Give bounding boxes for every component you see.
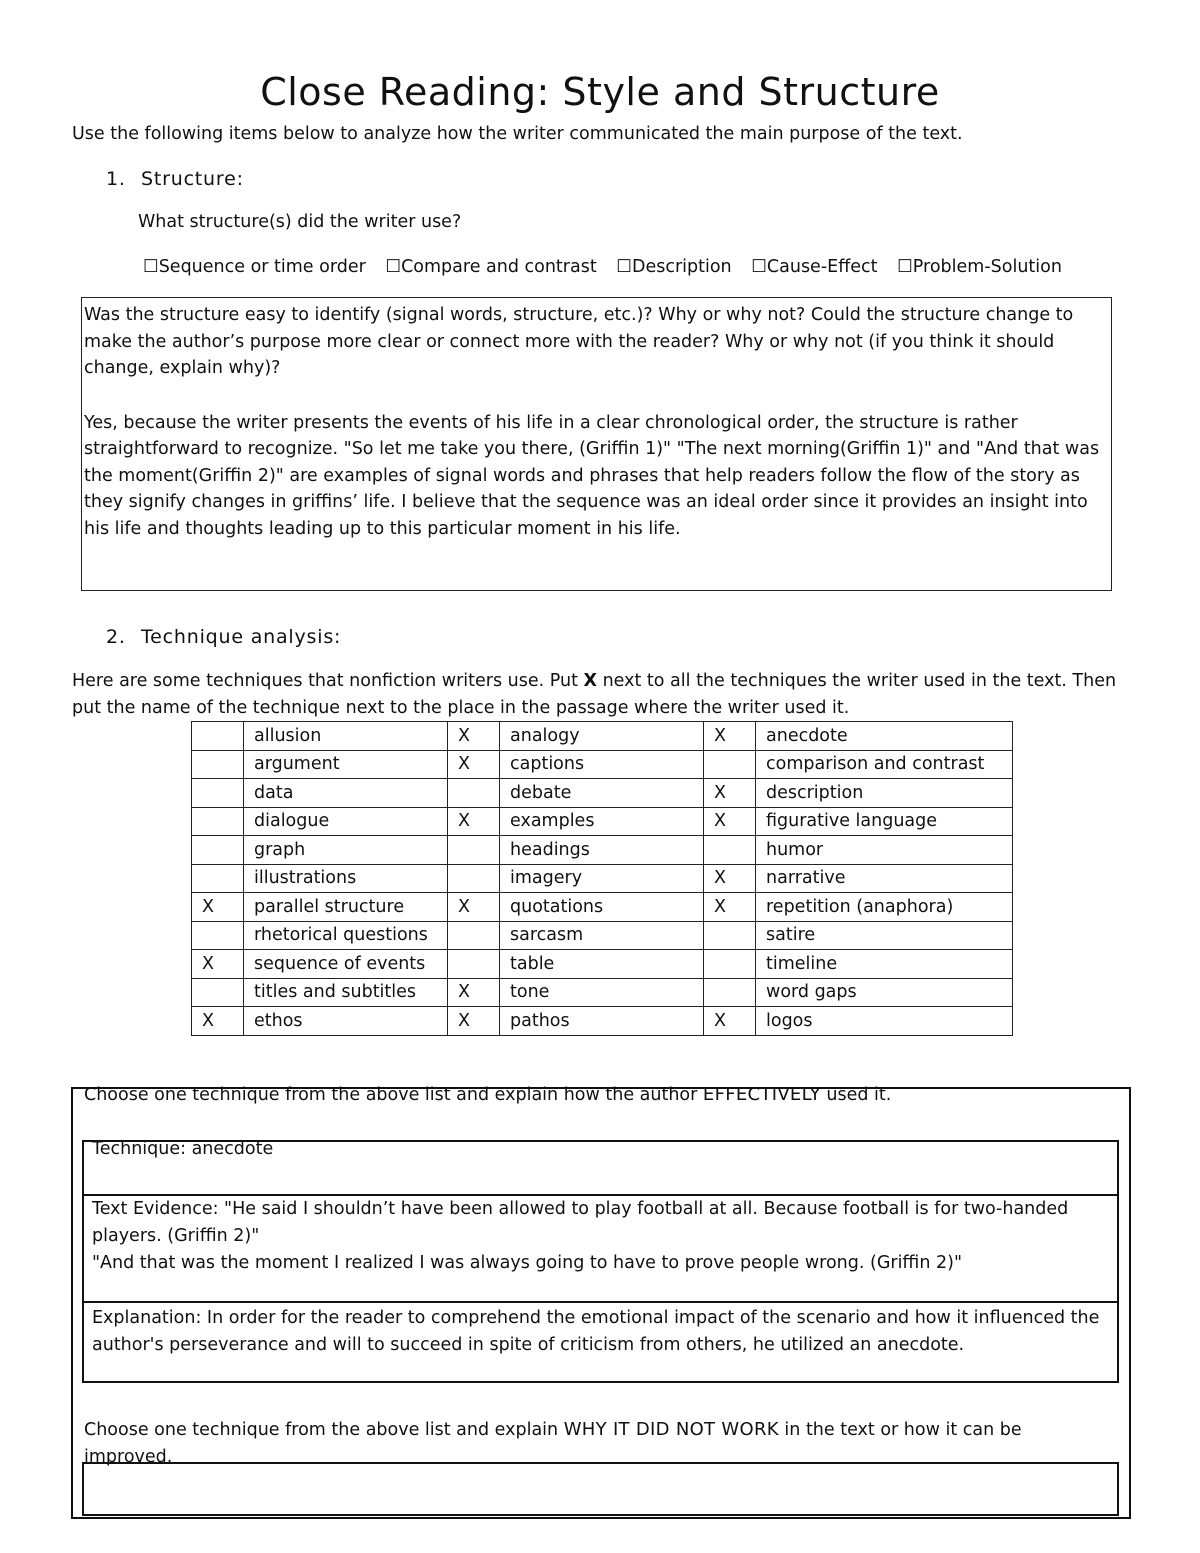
technique-field[interactable] [82,1140,1119,1196]
technique-mark-cell[interactable] [704,950,756,979]
explanation-field[interactable] [82,1301,1119,1383]
technique-name-cell: allusion [244,722,448,751]
section-number-2: 2. [106,626,126,648]
technique-name-cell: titles and subtitles [244,978,448,1007]
effective-prompt-text: Choose one technique from the above list and explain how the author [84,1085,703,1105]
technique-name-cell: headings [500,836,704,865]
technique-name-cell: repetition (anaphora) [756,893,1013,922]
technique-mark-cell[interactable] [192,864,244,893]
technique-name-cell: quotations [500,893,704,922]
structure-question: What structure(s) did the writer use? [138,212,462,232]
structure-box-question: Was the structure easy to identify (signal words, structure, etc.)? Why or why not? Could the structure change to make the author’s purpose more clear or connect more with the reader? Why or why not (if you think it should change, explain why)? [84,305,1074,378]
technique-value[interactable]: Technique: anecdote [92,1139,274,1159]
technique-mark-cell[interactable]: X [448,893,500,922]
technique-mark-cell[interactable] [192,750,244,779]
technique-mark-cell[interactable] [448,950,500,979]
technique-table [191,721,1013,1036]
technique-name-cell: comparison and contrast [756,750,1013,779]
technique-mark-cell[interactable]: X [448,807,500,836]
effective-prompt [84,1084,1124,1105]
technique-row [192,893,1013,922]
technique-mark-cell[interactable]: X [704,807,756,836]
page-title: Close Reading: Style and Structure [260,70,940,114]
technique-row [192,950,1013,979]
section-heading-technique: Technique analysis: [141,626,342,648]
technique-name-cell: word gaps [756,978,1013,1007]
technique-mark-cell[interactable] [192,722,244,751]
technique-name-cell: graph [244,836,448,865]
technique-name-cell: illustrations [244,864,448,893]
technique-name-cell: ethos [244,1007,448,1036]
technique-name-cell: rhetorical questions [244,921,448,950]
technique-mark-cell[interactable] [192,921,244,950]
technique-mark-cell[interactable] [192,807,244,836]
section-number-1: 1. [106,168,126,190]
technique-mark-cell[interactable] [192,978,244,1007]
not-work-answer-field[interactable] [82,1462,1119,1516]
technique-mark-cell[interactable] [192,779,244,808]
technique-intro-text-2: next to all the techniques the writer used in the text. Then put the name of the technique next to the place in the passage where the writer used it. [72,671,1117,718]
technique-mark-cell[interactable] [704,978,756,1007]
technique-name-cell: table [500,950,704,979]
technique-mark-cell[interactable] [448,779,500,808]
technique-mark-cell[interactable]: X [704,779,756,808]
technique-mark-cell[interactable]: X [704,722,756,751]
technique-mark-cell[interactable] [448,921,500,950]
instructions: Use the following items below to analyze how the writer communicated the main purpose of the text. [72,124,963,144]
technique-instructions [72,668,1122,722]
technique-mark-cell[interactable] [448,864,500,893]
technique-name-cell: argument [244,750,448,779]
option-description[interactable]: ☐Description [616,257,732,277]
text-evidence-line-2[interactable]: "And that was the moment I realized I was always going to have to prove people wrong. (Griffin 2)" [92,1253,963,1273]
technique-name-cell: examples [500,807,704,836]
technique-intro-text: Here are some techniques that nonfiction writers use. Put [72,671,584,691]
technique-row [192,807,1013,836]
technique-mark-cell[interactable]: X [448,722,500,751]
technique-mark-cell[interactable]: X [448,978,500,1007]
technique-mark-cell[interactable]: X [448,750,500,779]
technique-mark-cell[interactable]: X [704,893,756,922]
technique-mark-cell[interactable]: X [704,1007,756,1036]
technique-name-cell: sarcasm [500,921,704,950]
technique-name-cell: imagery [500,864,704,893]
technique-name-cell: anecdote [756,722,1013,751]
technique-mark-cell[interactable] [704,836,756,865]
option-cause-effect[interactable]: ☐Cause-Effect [751,257,878,277]
technique-mark-cell[interactable]: X [192,893,244,922]
not-work-prompt-caps: WHY IT DID NOT WORK [563,1419,779,1440]
technique-row [192,722,1013,751]
technique-mark-cell[interactable] [448,836,500,865]
technique-name-cell: dialogue [244,807,448,836]
technique-mark-cell[interactable] [192,836,244,865]
structure-options [143,257,1076,277]
option-sequence[interactable]: ☐Sequence or time order [143,257,366,277]
technique-name-cell: parallel structure [244,893,448,922]
option-problem-solution[interactable]: ☐Problem-Solution [897,257,1062,277]
technique-row [192,1007,1013,1036]
structure-answer-box[interactable] [81,297,1112,591]
option-compare-contrast[interactable]: ☐Compare and contrast [385,257,597,277]
technique-name-cell: description [756,779,1013,808]
not-work-prompt-text: Choose one technique from the above list and explain [84,1420,564,1440]
technique-intro-x: X [583,671,598,691]
technique-mark-cell[interactable]: X [192,950,244,979]
effective-prompt-end: used it. [820,1085,892,1105]
technique-name-cell: data [244,779,448,808]
technique-name-cell: satire [756,921,1013,950]
technique-name-cell: pathos [500,1007,704,1036]
technique-row [192,978,1013,1007]
technique-name-cell: analogy [500,722,704,751]
technique-mark-cell[interactable] [704,921,756,950]
technique-name-cell: humor [756,836,1013,865]
technique-name-cell: timeline [756,950,1013,979]
technique-row [192,921,1013,950]
technique-row [192,750,1013,779]
technique-name-cell: figurative language [756,807,1013,836]
section-heading-structure: Structure: [141,168,244,190]
technique-name-cell: tone [500,978,704,1007]
explanation-value[interactable]: Explanation: In order for the reader to comprehend the emotional impact of the scenario and how it influenced the author's perseverance and will to succeed in spite of criticism from others, he utilized an anecdote. [92,1308,1100,1355]
text-evidence-line-1[interactable]: Text Evidence: "He said I shouldn’t have been allowed to play football at all. Because football is for two-handed players. (Griffin 2)" [92,1199,1069,1246]
technique-name-cell: narrative [756,864,1013,893]
technique-mark-cell[interactable] [704,750,756,779]
technique-row [192,779,1013,808]
not-work-prompt-end: in the text or how it can be improved. [84,1420,1022,1467]
technique-mark-cell[interactable]: X [704,864,756,893]
technique-name-cell: sequence of events [244,950,448,979]
technique-name-cell: captions [500,750,704,779]
technique-mark-cell[interactable]: X [448,1007,500,1036]
text-evidence-field[interactable] [82,1194,1119,1303]
technique-row [192,836,1013,865]
technique-row [192,864,1013,893]
technique-name-cell: debate [500,779,704,808]
technique-name-cell: logos [756,1007,1013,1036]
effective-prompt-caps: EFFECTIVELY [702,1084,821,1105]
technique-mark-cell[interactable]: X [192,1007,244,1036]
structure-box-answer[interactable]: Yes, because the writer presents the events of his life in a clear chronological order, the structure is rather straightforward to recognize. "So let me take you there, (Griffin 1)" "The next morning(Griffin 1)" and "And that was the moment(Griffin 2)" are examples of signal words and phrases that help readers follow the flow of the story as they signify changes in griffins’ life. I believe that the sequence was an ideal order since it provides an insight into his life and thoughts leading up to this particular moment in his life. [84,412,1100,539]
